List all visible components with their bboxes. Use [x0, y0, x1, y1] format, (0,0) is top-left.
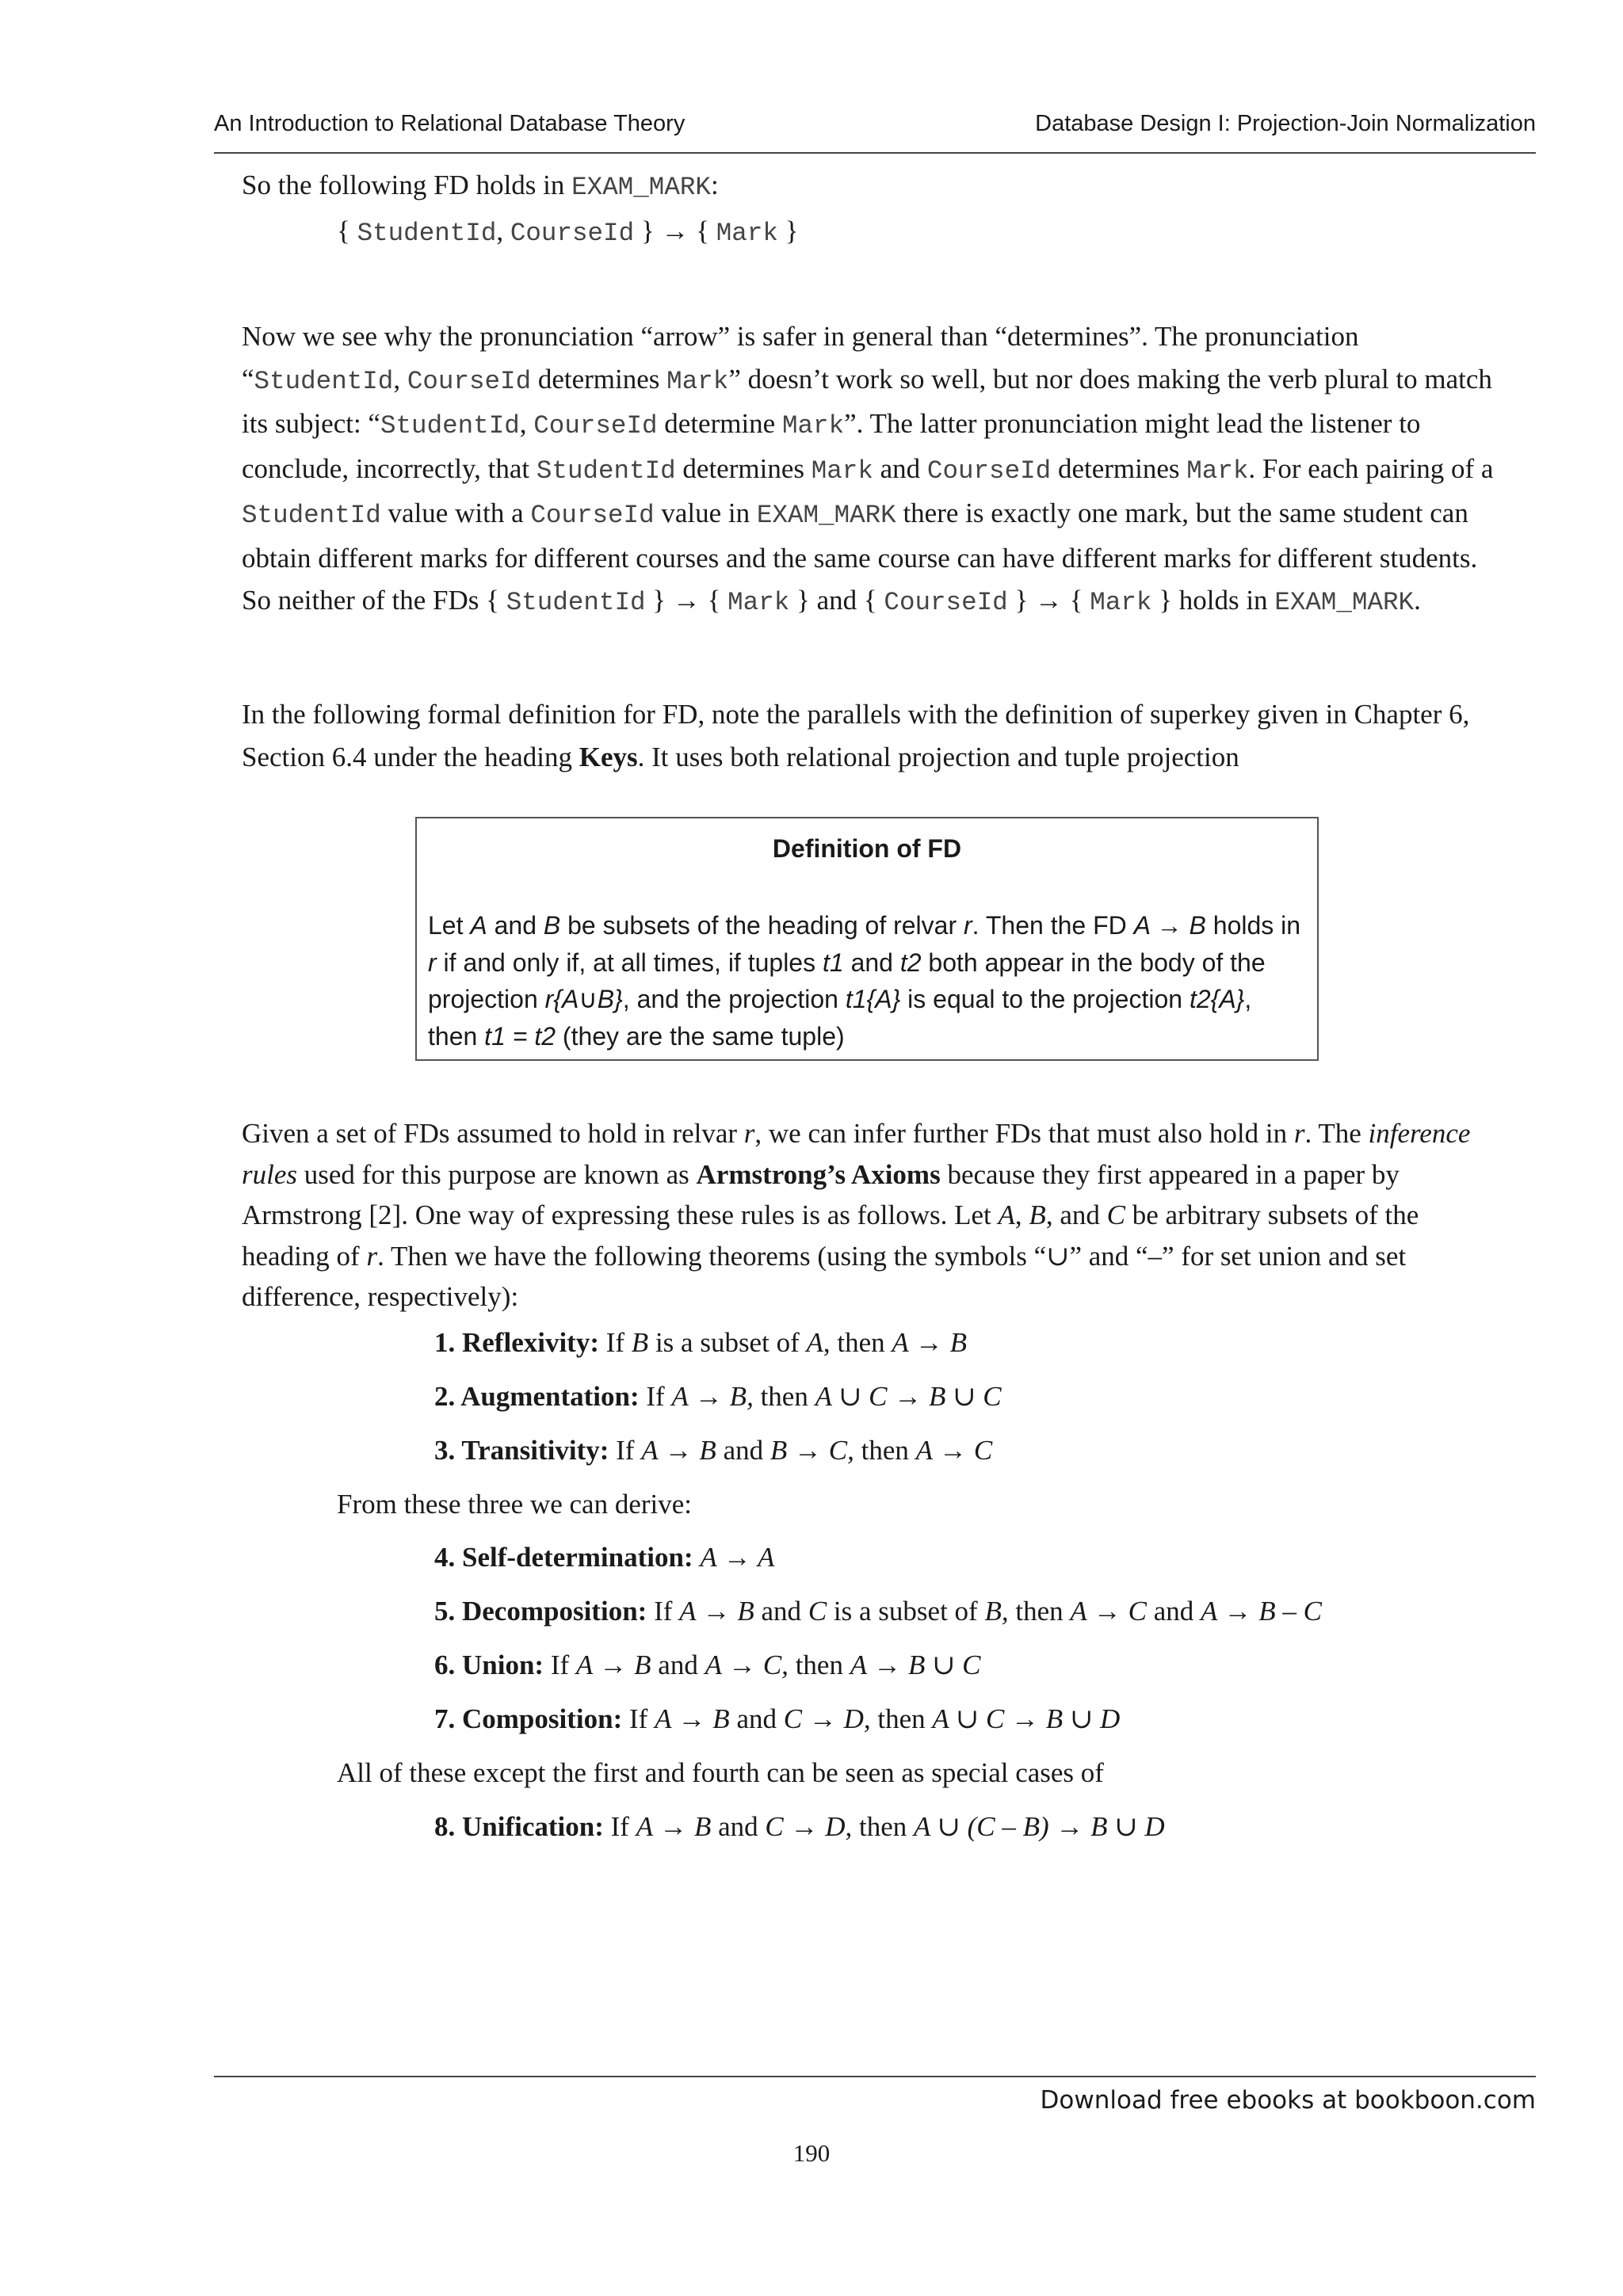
paragraph-pronunciation: Now we see why the pronunciation “arrow” is safer in general than “determines”. The pronunciation “StudentId, CourseId determines Mark” doesn’t work so well, but nor does making the verb plural to match its subject: “StudentId, CourseId determine Mark”. The latter pronunciation might lead the listener to conclude, incorrectly, that StudentId determines Mark and CourseId determines Mark. For each pairing of a StudentId value with a CourseId value in EXAM_MARK there is exactly one mark, but the same student can obtain different marks for different courses and the same course can have different marks for different students. So neither of the FDs { StudentId } → { Mark } and { CourseId } → { Mark } holds in EXAM_MARK. [242, 321, 1494, 617]
footer-download-link[interactable]: Download free ebooks at bookboon.com [1040, 2086, 1536, 2115]
rule-transitivity: 3. Transitivity: If A → B and B → C, then A → C [434, 1435, 993, 1466]
derive-note: From these three we can derive: [337, 1489, 693, 1520]
header-divider [214, 152, 1536, 154]
paragraph-formal-definition-intro: In the following formal definition for FD, note the parallels with the definition of superkey given in Chapter 6, Section 6.4 under the heading Keys. It uses both relational projection and tuple projection [242, 699, 1470, 772]
rule-unification: 8. Unification: If A → B and C → D, then A ∪ (C – B) → B ∪ D [434, 1811, 1165, 1842]
rule-self-determination: 4. Self-determination: A → A [434, 1542, 775, 1573]
running-header-book-title: An Introduction to Relational Database Theory [214, 111, 685, 136]
running-header-chapter-title: Database Design I: Projection-Join Normalization [1035, 111, 1536, 136]
paragraph-armstrong-axioms: Given a set of FDs assumed to hold in relvar r, we can infer further FDs that must also hold in r. The inference rules used for this purpose are known as Armstrong’s Axioms because they first appeared in a paper by Armstrong [2]. One way of expressing these rules is as follows. Let A, B, and C be arbitrary subsets of the heading of r. Then we have the following theorems (using the symbols “∪” and “–” for set union and set difference, respectively): [242, 1118, 1471, 1312]
definition-box [415, 817, 1319, 1061]
special-cases-note: All of these except the first and fourth can be seen as special cases of [337, 1757, 1104, 1788]
fd-statement: { StudentId, CourseId } → { Mark } [337, 215, 799, 248]
definition-title: Definition of FD [772, 834, 962, 863]
rule-union: 6. Union: If A → B and A → C, then A → B ∪ C [434, 1650, 981, 1680]
rule-augmentation: 2. Augmentation: If A → B, then A ∪ C → B ∪ C [434, 1381, 1002, 1412]
definition-body: Let A and B be subsets of the heading of relvar r. Then the FD A → B holds in r if and only if, at all times, if tuples t1 and t2 both appear in the body of the projection r{A∪B}, and the projection t1{A} is equal to the projection t2{A}, then t1 = t2 (they are the same tuple) [428, 911, 1301, 1051]
intro-sentence: So the following FD holds in EXAM_MARK: [242, 170, 719, 202]
page-number: 190 [792, 2139, 831, 2167]
footer-divider [214, 2076, 1536, 2077]
rule-composition: 7. Composition: If A → B and C → D, then A ∪ C → B ∪ D [434, 1703, 1121, 1734]
rule-reflexivity: 1. Reflexivity: If B is a subset of A, then A → B [434, 1327, 968, 1358]
rule-decomposition: 5. Decomposition: If A → B and C is a subset of B, then A → C and A → B – C [434, 1596, 1322, 1627]
